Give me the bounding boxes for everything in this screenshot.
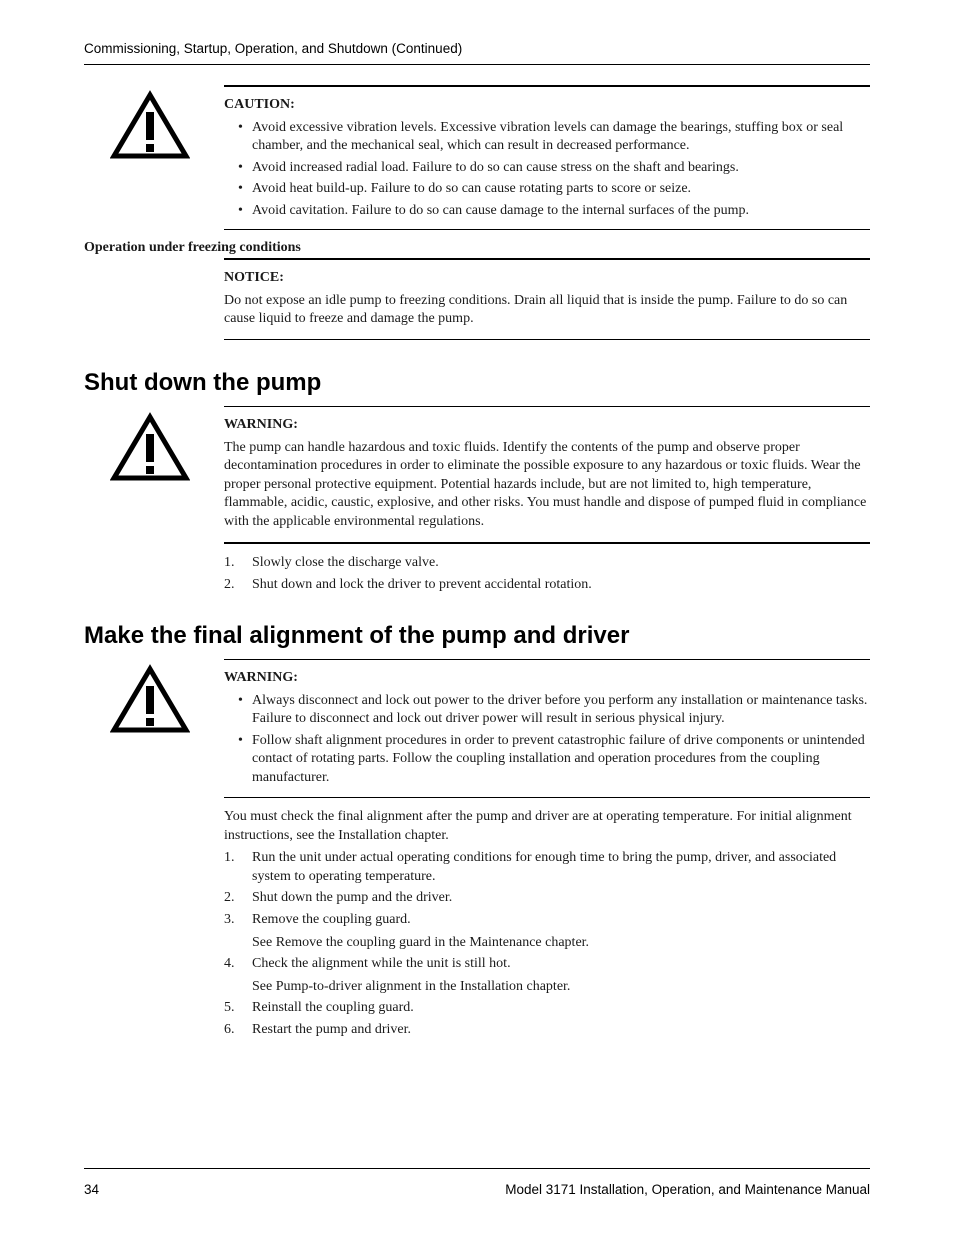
step-item (224, 955, 872, 996)
notice-bottom-rule (224, 339, 870, 340)
caution-list (224, 119, 872, 221)
caution-label: CAUTION: (224, 97, 295, 112)
step-item (224, 849, 872, 886)
step-text: Restart the pump and driver. (252, 1021, 412, 1037)
caution-top-rule (224, 85, 870, 87)
step-number: 3. (224, 911, 235, 927)
alignment-steps (224, 849, 872, 1039)
step-number: 2. (224, 576, 235, 592)
step-text: Check the alignment while the unit is still hot. (252, 956, 511, 972)
shutdown-steps-block (224, 554, 872, 597)
step-text: Shut down and lock the driver to prevent accidental rotation. (252, 576, 592, 592)
step-text: Remove the coupling guard. (252, 911, 411, 927)
caution-item: • Avoid increased radial load. Failure to do so can cause stress on the shaft and bearings. (224, 159, 872, 178)
step-item (224, 911, 872, 952)
notice-text: Do not expose an idle pump to freezing conditions. Drain all liquid that is inside the pump. Failure to do so can cause liquid to freeze and damage the pump. (224, 292, 848, 327)
alignment-intro: You must check the final alignment after the pump and driver are at operating temperature. For initial alignment instructions, see the Installation chapter. (224, 809, 852, 843)
caution-block (224, 96, 872, 224)
step-number: 2. (224, 890, 235, 906)
shutdown-steps (224, 554, 872, 594)
step-item (224, 576, 872, 595)
step-number: 4. (224, 956, 235, 972)
step-number: 5. (224, 1000, 235, 1016)
notice-label: NOTICE: (224, 270, 284, 285)
step-item (224, 1021, 872, 1040)
shutdown-warning-block (224, 416, 872, 532)
shutdown-warning-label: WARNING: (224, 417, 298, 432)
caution-item: • Avoid heat build-up. Failure to do so can cause rotating parts to score or seize. (224, 180, 872, 199)
notice-block (224, 269, 872, 329)
alignment-warning-list (224, 692, 872, 788)
shutdown-warning-top-rule (224, 406, 870, 407)
alignment-warning-item: • Always disconnect and lock out power to the driver before you perform any installation or maintenance tasks. Failure to disconnect and lock out driver power will result in serious physical injury. (224, 692, 872, 729)
footer-rule (84, 1168, 870, 1169)
alignment-warning-bottom-rule (224, 797, 870, 798)
shutdown-heading: Shut down the pump (84, 369, 322, 396)
step-number: 1. (224, 555, 235, 570)
alignment-warning-top-rule (224, 659, 870, 660)
page-number: 34 (84, 1182, 100, 1197)
warning-triangle-icon (110, 664, 190, 734)
step-item (224, 999, 872, 1018)
step-text: Shut down the pump and the driver. (252, 890, 453, 906)
step-number: 6. (224, 1021, 235, 1037)
alignment-warning-block (224, 669, 872, 791)
step-reference: See Pump-to-driver alignment in the Installation chapter. (252, 978, 571, 994)
shutdown-warning-bottom-rule (224, 542, 870, 544)
step-text: Reinstall the coupling guard. (252, 1000, 414, 1016)
step-text: Slowly close the discharge valve. (252, 555, 439, 570)
alignment-warning-item: • Follow shaft alignment procedures in order to prevent catastrophic failure of drive components or unintended contact of rotating parts. Follow the coupling installation and operation procedures from the coupling manufacturer. (224, 732, 872, 788)
step-item (224, 889, 872, 908)
freezing-heading: Operation under freezing conditions (84, 240, 301, 255)
header-rule (84, 64, 870, 65)
warning-triangle-icon (110, 412, 190, 482)
step-reference: See Remove the coupling guard in the Maintenance chapter. (252, 934, 590, 950)
alignment-heading: Make the final alignment of the pump and driver (84, 622, 630, 649)
alignment-warning-label: WARNING: (224, 670, 298, 685)
caution-bottom-rule (224, 229, 870, 230)
step-number: 1. (224, 850, 235, 866)
caution-item: • Avoid excessive vibration levels. Excessive vibration levels can damage the bearings, stuffing box or seal chamber, and the mechanical seal, which can result in decreased performance. (224, 119, 872, 156)
step-text: Run the unit under actual operating conditions for enough time to bring the pump, driver, and associated system to operating temperature. (252, 850, 837, 884)
caution-item: • Avoid cavitation. Failure to do so can cause damage to the internal surfaces of the pump. (224, 202, 872, 221)
warning-triangle-icon (110, 90, 190, 160)
step-item (224, 554, 872, 573)
manual-title: Model 3171 Installation, Operation, and Maintenance Manual (505, 1182, 870, 1197)
running-header: Commissioning, Startup, Operation, and Shutdown (Continued) (84, 41, 463, 56)
notice-top-rule (224, 258, 870, 260)
shutdown-warning-text: The pump can handle hazardous and toxic fluids. Identify the contents of the pump and observe proper decontamination procedures in order to eliminate the possible exposure to any hazardous or toxic fluids. Wear the proper personal protective equipment. Potential hazards include, but are not limited to, high temperature, flammable, acidic, caustic, explosive, and other risks. You must handle and dispose of pumped fluid in compliance with the applicable environmental regulations. (224, 439, 867, 529)
alignment-body (224, 808, 872, 1043)
